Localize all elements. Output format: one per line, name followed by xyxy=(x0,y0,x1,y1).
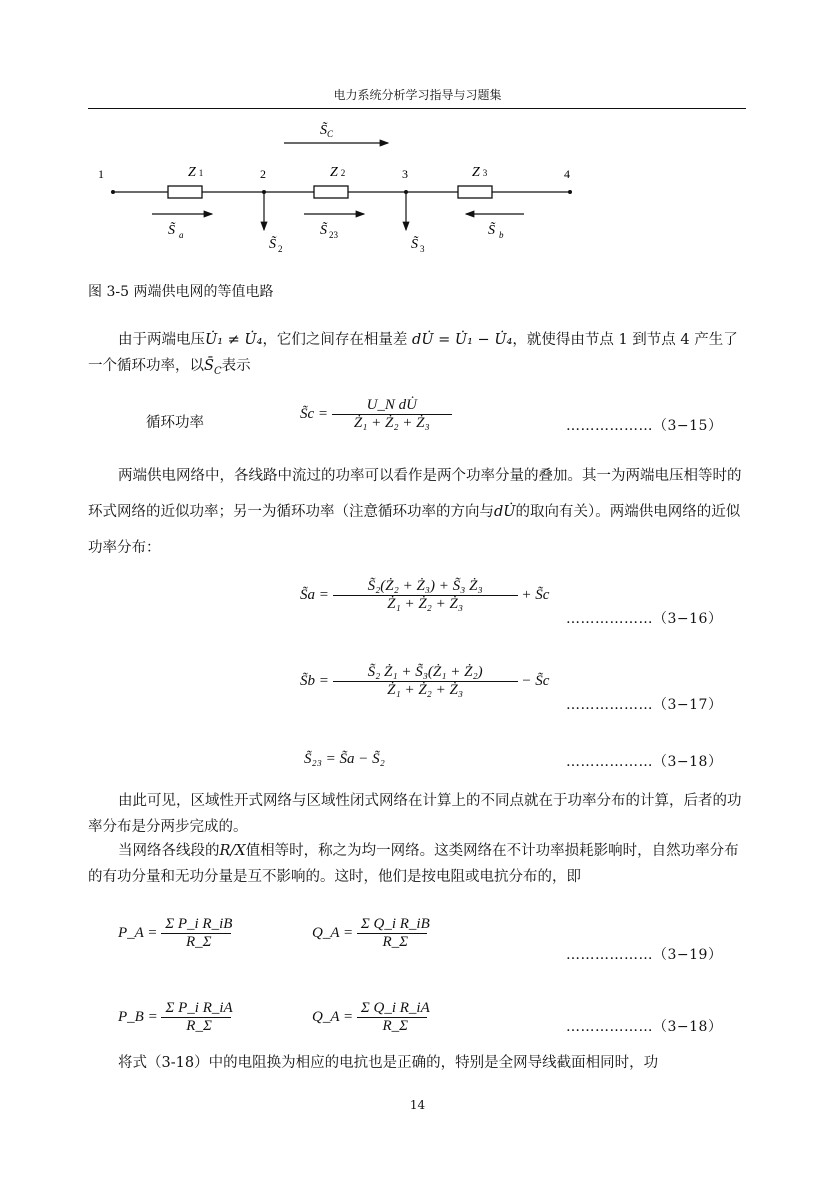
eq-3-18b-pb xyxy=(118,1000,237,1035)
math-du-2: dU̇ xyxy=(494,504,516,520)
z2-label: Z xyxy=(330,165,338,180)
eq319-qa-lhs: Q_A = xyxy=(312,924,354,941)
node-label-3: 3 xyxy=(402,167,408,181)
s2-sub: 2 xyxy=(278,244,283,254)
sc-symbol: S̃ xyxy=(320,123,327,138)
eq316-den: Ż₁ + Ż₂ + Ż₃ xyxy=(387,596,464,612)
eq318b-pb-num: Σ P_i R_iA xyxy=(165,1000,233,1016)
eq-3-16 xyxy=(300,578,549,613)
sa-sub: a xyxy=(179,230,184,240)
eq-3-17 xyxy=(300,664,549,699)
p1-text-c: ，就使得由节点 1 到节点 4 产生了一个循环功率，以 xyxy=(88,332,738,374)
s3-symbol: S̃ xyxy=(411,237,418,252)
p1-text-a: 由于两端电压 xyxy=(118,332,205,348)
eq318b-pb-lhs: P_B = xyxy=(118,1008,158,1025)
eq315-fraction xyxy=(332,397,452,432)
sc-sub: C xyxy=(327,129,334,139)
svg-text:Z1 xyxy=(188,165,203,180)
eq316-number: ………………（3−16） xyxy=(566,611,723,627)
paragraph-2 xyxy=(88,458,748,566)
impedance-z1 xyxy=(168,186,202,198)
p2-text-b: 的取向有关）。两端供电网络的近似功率分布： xyxy=(88,504,741,556)
math-u-neq: U̇₁ ≠ U̇₄ xyxy=(205,332,263,348)
s23-symbol: S̃ xyxy=(320,223,327,238)
eq318b-pb-den: R_Σ xyxy=(186,1018,212,1034)
impedance-z3 xyxy=(458,186,492,198)
eq319-pa-fraction xyxy=(161,916,236,951)
circ-power-label: 循环功率 xyxy=(146,415,204,431)
sa-symbol: S̃ xyxy=(168,223,175,238)
node-label-2: 2 xyxy=(260,167,266,181)
eq319-pa-den: R_Σ xyxy=(186,934,212,950)
svg-text:Z3 xyxy=(472,165,488,180)
eq-3-18b-qa xyxy=(312,1000,434,1035)
figure-caption: 图 3-5 两端供电网的等值电路 xyxy=(88,284,274,300)
node-1 xyxy=(111,190,115,194)
paragraph-5: 将式（3-18）中的电阻换为相应的电抗也是正确的，特别是全网导线截面相同时，功 xyxy=(118,1055,659,1071)
eq315-lhs: S̃c = xyxy=(300,405,329,422)
eq317-tail: − S̃c xyxy=(521,672,550,689)
eq315-num: U_N dU̇ xyxy=(366,397,417,413)
p4-text-a: 当网络各线段的 xyxy=(118,843,220,859)
eq318b-qa-num: Σ Q_i R_iA xyxy=(360,1000,430,1016)
math-sc: S̄ xyxy=(204,358,214,374)
eq316-lhs: S̃a = xyxy=(300,586,329,603)
p1-text-b: ，它们之间存在相量差 xyxy=(262,332,408,348)
svg-text:Z2 xyxy=(330,165,345,180)
eq317-num: S̃₂ Ż₁ + S̃₃(Ż₁ + Ż₂) xyxy=(367,664,483,680)
eq318b-qa-lhs: Q_A = xyxy=(312,1008,354,1025)
eq317-den: Ż₁ + Ż₂ + Ż₃ xyxy=(387,682,464,698)
eq-3-19-qa xyxy=(312,916,434,951)
s23-sub: 23 xyxy=(329,230,338,240)
eq317-fraction xyxy=(333,664,518,699)
z3-sub: 3 xyxy=(482,168,488,178)
eq316-num: S̃₂(Ż₂ + Ż₃) + S̃₃ Ż₃ xyxy=(367,578,483,594)
svg-text:S̃a xyxy=(168,222,184,240)
eq319-qa-den: R_Σ xyxy=(382,934,409,950)
svg-text:S̃C xyxy=(320,122,334,139)
node-4 xyxy=(568,190,572,194)
eq-3-18a: S̃₂₃ = S̃a − S̃₂ xyxy=(304,751,385,767)
impedance-z2 xyxy=(314,186,348,198)
p1-text-d: 表示 xyxy=(221,358,251,374)
paragraph-3: 由此可见，区域性开式网络与区域性闭式网络在计算上的不同点就在于功率分布的计算，后者的功率分布是分两步完成的。 xyxy=(88,793,742,835)
header-rule xyxy=(88,108,746,109)
p4-rx: R/X xyxy=(219,843,246,859)
eq315-den: Ż₁ + Ż₂ + Ż₃ xyxy=(353,415,430,431)
eq319-pa-num: Σ P_i R_iB xyxy=(165,916,233,932)
s3-sub: 3 xyxy=(420,244,425,254)
eq317-lhs: S̃b = xyxy=(300,672,329,689)
p2-text: 两端供电网络中，各线路中流过的功率可以看作是两个功率分量的叠加。其一为两端电压相等时的环式网络的近似功率；另一为循环功率（注意循环功率的方向与 xyxy=(88,468,742,520)
eq-3-19-pa xyxy=(118,916,236,951)
z2-sub: 2 xyxy=(340,168,346,178)
eq318b-qa-den: R_Σ xyxy=(382,1018,409,1034)
p4-text-b: 值相等时，称之为均一网络。这类网络在不计功率损耗影响时，自然功率分布的有功分量和无功分量是互不影响的。这时，他们是按电阻或电抗分布的，即 xyxy=(88,843,739,885)
eq315-number: ………………（3−15） xyxy=(566,418,723,434)
eq318b-qa-fraction xyxy=(357,1000,434,1035)
eq319-qa-fraction xyxy=(357,916,434,951)
eq318b-pb-fraction xyxy=(161,1000,236,1035)
s2-symbol: S̃ xyxy=(269,237,276,252)
eq319-number: ………………（3−19） xyxy=(566,947,723,963)
eq318a-number: ………………（3−18） xyxy=(566,754,723,770)
paragraph-4 xyxy=(88,838,748,890)
svg-text:S̃3 xyxy=(411,236,425,254)
svg-text:S̃b xyxy=(488,222,504,240)
paragraph-1 xyxy=(88,327,748,385)
circuit-diagram xyxy=(88,112,608,272)
z1-sub: 1 xyxy=(198,168,204,178)
node-label-4: 4 xyxy=(564,167,570,181)
eq-3-15 xyxy=(300,397,452,432)
sb-sub: b xyxy=(499,230,504,240)
eq316-fraction xyxy=(333,578,518,613)
z3-label: Z xyxy=(472,165,480,180)
eq318b-number: ………………（3−18） xyxy=(566,1019,723,1035)
math-sc-sub: C xyxy=(213,365,222,377)
node-label-1: 1 xyxy=(98,167,104,181)
eq319-qa-num: Σ Q_i R_iB xyxy=(360,916,430,932)
eq317-number: ………………（3−17） xyxy=(566,697,723,713)
page-header: 电力系统分析学习指导与习题集 xyxy=(333,88,502,102)
eq316-tail: + S̃c xyxy=(521,586,550,603)
z1-label: Z xyxy=(188,165,196,180)
sb-symbol: S̃ xyxy=(488,223,495,238)
math-du: dU̇ = U̇₁ − U̇₄ xyxy=(412,332,513,348)
page-number: 14 xyxy=(409,1098,426,1112)
svg-text:S̃23 xyxy=(320,222,339,240)
svg-text:S̃2 xyxy=(269,236,283,254)
eq319-pa-lhs: P_A = xyxy=(118,924,158,941)
